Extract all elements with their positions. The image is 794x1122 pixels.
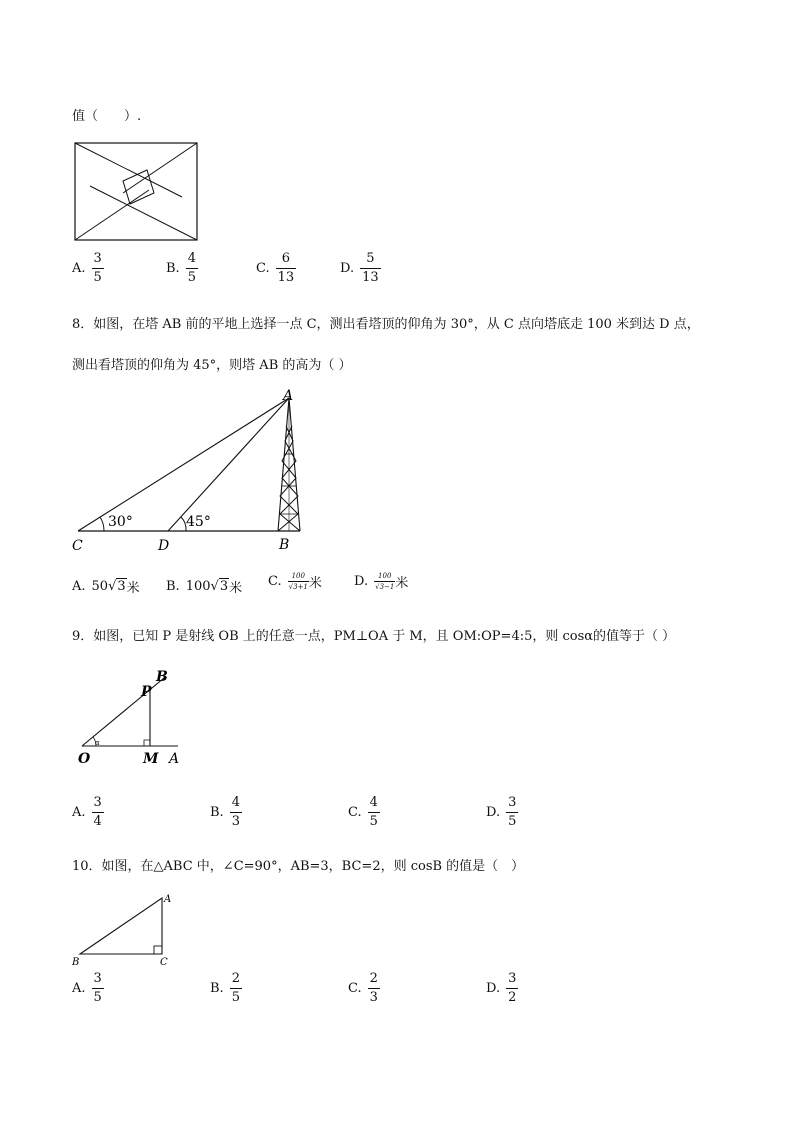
- q10-option-a[interactable]: A. $\frac{3}{5}$: [72, 971, 102, 1005]
- q9-option-c[interactable]: C. $\frac{4}{5}$: [348, 795, 378, 829]
- sqrt-symbol: √3: [108, 579, 126, 594]
- q8-option-a[interactable]: A. 50 √3 米: [72, 579, 140, 596]
- q9-label-m: M: [143, 751, 159, 767]
- q7-option-c[interactable]: C. $\frac{6}{13}$: [256, 251, 295, 285]
- q9-label-o: O: [78, 751, 91, 767]
- q9-text-line1: 9．如图，已知 P 是射线 OB 上的任意一点，PM⊥OA 于 M，且 OM:OP=4:5，则 cosα的值等于（ ）: [72, 629, 676, 644]
- q9-option-d[interactable]: D. $\frac{3}{5}$: [486, 795, 517, 829]
- q7-option-b[interactable]: B. $\frac{4}{5}$: [166, 251, 196, 285]
- q8-tower-figure: [66, 386, 316, 556]
- fraction: $\frac{3}{2}$: [508, 971, 517, 1005]
- fraction: $\frac{4}{5}$: [187, 251, 196, 285]
- q8-text-line1: 8．如图，在塔 AB 前的平地上选择一点 C，测出看塔顶的仰角为 30°，从 C 点向塔底走 100 米到达 D 点，: [72, 317, 700, 332]
- q10-triangle-figure: [70, 890, 180, 970]
- fraction: $\frac{2}{5}$: [231, 971, 240, 1005]
- q8-angle-30: 30°: [108, 514, 133, 530]
- fraction: $\frac{3}{4}$: [93, 795, 102, 829]
- fraction: $\frac{3}{5}$: [93, 251, 102, 285]
- q9-option-b[interactable]: B. $\frac{4}{3}$: [210, 795, 240, 829]
- q10-label-c: C: [160, 957, 168, 968]
- q9-option-a[interactable]: A. $\frac{3}{4}$: [72, 795, 102, 829]
- q7-option-a[interactable]: A. $\frac{3}{5}$: [72, 251, 102, 285]
- q8-label-b: B: [279, 537, 290, 553]
- q9-alpha-label: α: [95, 739, 100, 747]
- q8-label-d: D: [158, 538, 170, 554]
- q8-option-b[interactable]: B. 100 √3 米: [166, 579, 243, 596]
- q9-label-b: B: [156, 669, 168, 685]
- q7-option-d[interactable]: D. $\frac{5}{13}$: [340, 251, 379, 285]
- q8-angle-45: 45°: [186, 514, 211, 530]
- q8-label-a: A: [283, 388, 294, 404]
- fraction: $\frac{100}{√3-1}$: [375, 572, 395, 591]
- q8-option-c[interactable]: C. $\frac{100}{√3+1}$ 米: [268, 572, 322, 591]
- q8-option-d[interactable]: D. $\frac{100}{√3-1}$ 米: [354, 572, 409, 591]
- q9-label-p: P: [141, 684, 152, 700]
- q10-label-a: A: [164, 894, 172, 905]
- q10-option-c[interactable]: C. $\frac{2}{3}$: [348, 971, 378, 1005]
- fraction: $\frac{6}{13}$: [277, 251, 295, 285]
- q9-ray-figure: [74, 664, 194, 768]
- q8-text-line2: 测出看塔顶的仰角为 45°，则塔 AB 的高为（ ）: [72, 358, 352, 373]
- q10-option-b[interactable]: B. $\frac{2}{5}$: [210, 971, 240, 1005]
- sqrt-symbol: √3: [210, 579, 229, 594]
- fraction: $\frac{4}{3}$: [231, 795, 240, 829]
- q7-tail-text: 值（ ）.: [72, 109, 142, 124]
- q9-label-a: A: [169, 751, 180, 767]
- q8-label-c: C: [72, 538, 83, 554]
- fraction: $\frac{5}{13}$: [362, 251, 379, 285]
- fraction: $\frac{100}{√3+1}$: [288, 572, 308, 591]
- fraction: $\frac{4}{5}$: [369, 795, 378, 829]
- fraction: $\frac{2}{3}$: [369, 971, 378, 1005]
- fraction: $\frac{3}{5}$: [93, 971, 102, 1005]
- q10-option-d[interactable]: D. $\frac{3}{2}$: [486, 971, 517, 1005]
- q7-square-figure: [74, 142, 198, 242]
- q10-text-line1: 10．如图，在△ABC 中，∠C=90°，AB=3，BC=2，则 cosB 的值是（ ）: [72, 859, 525, 874]
- fraction: $\frac{3}{5}$: [508, 795, 517, 829]
- q10-label-b: B: [72, 957, 80, 968]
